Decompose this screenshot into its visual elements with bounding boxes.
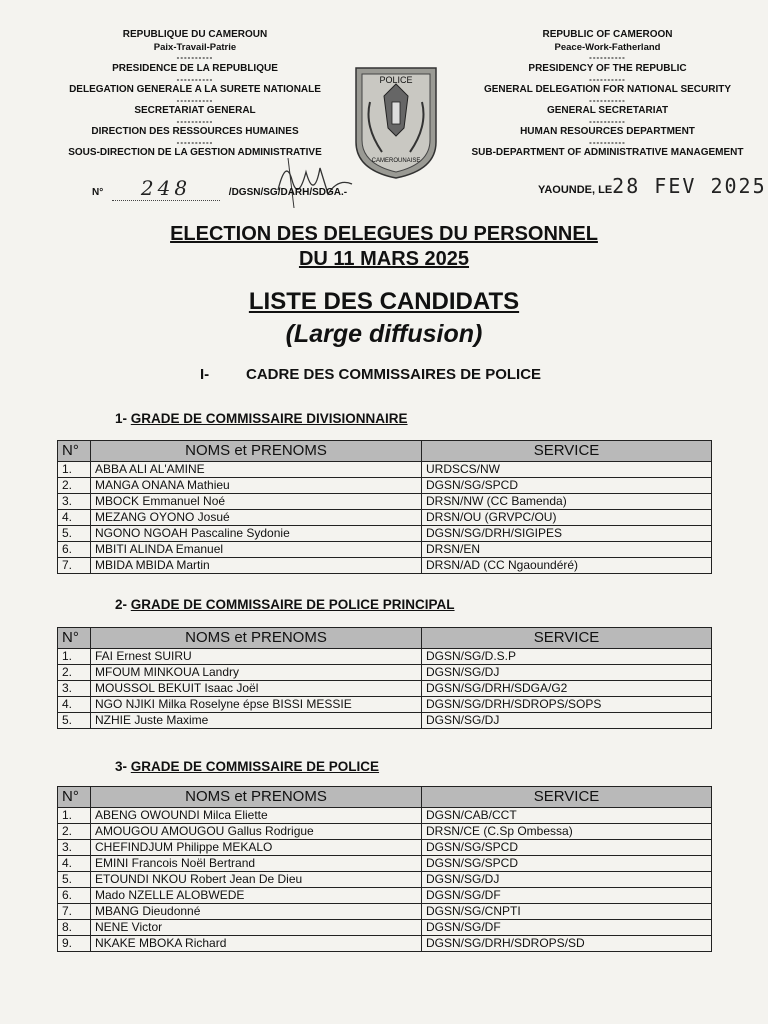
cell-name: MOUSSOL BEKUIT Isaac Joël — [91, 681, 422, 697]
seal-bottom-text: CAMEROUNAISE — [371, 158, 421, 164]
table-row — [58, 920, 712, 936]
header-line: GENERAL SECRETARIAT — [546, 104, 669, 116]
motto-fr: Paix-Travail-Patrie — [153, 42, 237, 53]
table-row — [58, 558, 712, 574]
cell-num: 4. — [58, 697, 91, 713]
separator: ---------- — [589, 138, 626, 148]
cell-service: DGSN/SG/DJ — [422, 713, 712, 729]
cell-num: 1. — [58, 808, 91, 824]
cell-num: 1. — [58, 462, 91, 478]
title-line-2: DU 11 MARS 2025 — [298, 248, 470, 270]
cell-num: 9. — [58, 936, 91, 952]
separator: ---------- — [176, 116, 214, 126]
grade-label: GRADE DE COMMISSAIRE DE POLICE PRINCIPAL — [130, 597, 455, 612]
table-row — [58, 494, 712, 510]
cell-service: DRSN/EN — [422, 542, 712, 558]
section-label: CADRE DES COMMISSAIRES DE POLICE — [246, 366, 542, 383]
col-header-num: N° — [58, 787, 91, 808]
separator: ---------- — [589, 74, 626, 84]
header-line: HUMAN RESOURCES DEPARTMENT — [520, 126, 695, 138]
section-roman: I- — [200, 366, 210, 383]
candidates-table-grade-3 — [57, 786, 712, 952]
cell-num: 3. — [58, 494, 91, 510]
cell-name: MFOUM MINKOUA Landry — [91, 665, 422, 681]
country-fr: REPUBLIQUE DU CAMEROUN — [122, 29, 268, 40]
cell-num: 3. — [58, 840, 91, 856]
section-heading — [200, 366, 541, 383]
cell-num: 8. — [58, 920, 91, 936]
list-title: LISTE DES CANDIDATS — [248, 288, 520, 315]
col-header-num: N° — [58, 628, 91, 649]
cell-name: NENE Victor — [91, 920, 422, 936]
cell-name: MBOCK Emmanuel Noé — [91, 494, 422, 510]
table-row — [58, 542, 712, 558]
cell-service: DGSN/SG/DRH/SDROPS/SOPS — [422, 697, 712, 713]
table-row — [58, 510, 712, 526]
cell-num: 2. — [58, 824, 91, 840]
cell-name: MBIDA MBIDA Martin — [91, 558, 422, 574]
table-row — [58, 665, 712, 681]
cell-name: ABENG OWOUNDI Milca Eliette — [91, 808, 422, 824]
header-line: DIRECTION DES RESSOURCES HUMAINES — [91, 126, 299, 138]
cell-name: AMOUGOU AMOUGOU Gallus Rodrigue — [91, 824, 422, 840]
col-header-name: NOMS et PRENOMS — [91, 441, 422, 462]
table-row — [58, 936, 712, 952]
cell-service: DGSN/SG/DRH/SDGA/G2 — [422, 681, 712, 697]
grade-index: 3- — [115, 759, 128, 774]
separator: ---------- — [176, 138, 214, 148]
reference-handwritten-number: 248 — [112, 176, 220, 201]
cell-name: EMINI Francois Noël Bertrand — [91, 856, 422, 872]
cell-service: DGSN/SG/DRH/SDROPS/SD — [422, 936, 712, 952]
col-header-service: SERVICE — [422, 441, 712, 462]
table-header-row — [58, 628, 712, 649]
cell-num: 5. — [58, 526, 91, 542]
grade-heading-2 — [115, 597, 455, 612]
table-row — [58, 462, 712, 478]
col-header-num: N° — [58, 441, 91, 462]
candidates-table-grade-2 — [57, 627, 712, 729]
seal-top-text: POLICE — [379, 75, 413, 85]
table-row — [58, 649, 712, 665]
separator: ---------- — [589, 53, 626, 63]
col-header-service: SERVICE — [422, 628, 712, 649]
cell-num: 6. — [58, 542, 91, 558]
cell-num: 4. — [58, 856, 91, 872]
cell-service: DGSN/SG/DF — [422, 920, 712, 936]
cell-num: 1. — [58, 649, 91, 665]
cell-num: 5. — [58, 872, 91, 888]
motto-en: Peace-Work-Fatherland — [554, 42, 661, 53]
cell-name: MBANG Dieudonné — [91, 904, 422, 920]
cell-service: DRSN/CE (C.Sp Ombessa) — [422, 824, 712, 840]
grade-heading-1 — [115, 411, 408, 426]
cell-name: FAI Ernest SUIRU — [91, 649, 422, 665]
table-row — [58, 526, 712, 542]
cell-num: 2. — [58, 665, 91, 681]
separator: ---------- — [589, 95, 626, 105]
cell-service: DGSN/SG/DJ — [422, 665, 712, 681]
header-line: PRESIDENCY OF THE REPUBLIC — [528, 62, 687, 74]
reference-suffix: /DGSN/SG/DARH/SDGA.- — [228, 187, 348, 198]
cell-service: DRSN/AD (CC Ngaoundéré) — [422, 558, 712, 574]
cell-name: ABBA ALI AL'AMINE — [91, 462, 422, 478]
table-row — [58, 681, 712, 697]
grade-index: 1- — [115, 411, 128, 426]
table-row — [58, 904, 712, 920]
cell-name: MBITI ALINDA Emanuel — [91, 542, 422, 558]
date-label: YAOUNDE, LE — [538, 184, 613, 196]
list-subtitle: (Large diffusion) — [285, 320, 483, 348]
table-row — [58, 824, 712, 840]
title-line-1: ELECTION DES DELEGUES DU PERSONNEL — [170, 223, 598, 245]
table-row — [58, 808, 712, 824]
cell-num: 2. — [58, 478, 91, 494]
cell-service: DGSN/SG/DJ — [422, 872, 712, 888]
reference-number — [92, 176, 347, 201]
table-header-row — [58, 441, 712, 462]
header-line: SUB-DEPARTMENT OF ADMINISTRATIVE MANAGEMENT — [471, 147, 744, 159]
table-row — [58, 856, 712, 872]
cell-service: DGSN/SG/DRH/SIGIPES — [422, 526, 712, 542]
cell-service: DRSN/NW (CC Bamenda) — [422, 494, 712, 510]
separator: ---------- — [176, 74, 214, 84]
cell-service: DGSN/CAB/CCT — [422, 808, 712, 824]
col-header-name: NOMS et PRENOMS — [91, 628, 422, 649]
grade-index: 2- — [115, 597, 128, 612]
grade-label: GRADE DE COMMISSAIRE DE POLICE — [130, 759, 380, 774]
separator: ---------- — [589, 116, 626, 126]
cell-name: NKAKE MBOKA Richard — [91, 936, 422, 952]
header-line: PRESIDENCE DE LA REPUBLIQUE — [112, 62, 278, 74]
cell-name: NZHIE Juste Maxime — [91, 713, 422, 729]
table-header-row — [58, 787, 712, 808]
col-header-name: NOMS et PRENOMS — [91, 787, 422, 808]
table-row — [58, 872, 712, 888]
cell-num: 7. — [58, 558, 91, 574]
grade-heading-3 — [115, 759, 379, 774]
cell-name: CHEFINDJUM Philippe MEKALO — [91, 840, 422, 856]
reference-prefix: N° — [92, 187, 104, 198]
table-row — [58, 888, 712, 904]
election-title — [0, 222, 768, 272]
table-row — [58, 840, 712, 856]
cell-num: 6. — [58, 888, 91, 904]
cell-name: NGO NJIKI Milka Roselyne épse BISSI MESSIE — [91, 697, 422, 713]
cell-num: 4. — [58, 510, 91, 526]
header-line: SOUS-DIRECTION DE LA GESTION ADMINISTRATIVE — [68, 147, 322, 159]
separator: ---------- — [176, 95, 214, 105]
separator: ---------- — [176, 53, 214, 63]
date-line — [538, 174, 767, 198]
table-row — [58, 478, 712, 494]
candidates-table-grade-1 — [57, 440, 712, 574]
cell-name: ETOUNDI NKOU Robert Jean De Dieu — [91, 872, 422, 888]
cell-num: 3. — [58, 681, 91, 697]
col-header-service: SERVICE — [422, 787, 712, 808]
cell-num: 7. — [58, 904, 91, 920]
cell-service: DRSN/OU (GRVPC/OU) — [422, 510, 712, 526]
date-stamp: 28 FEV 2025 — [612, 174, 767, 198]
table-row — [58, 713, 712, 729]
header-right — [455, 28, 760, 160]
cell-service: DGSN/SG/CNPTI — [422, 904, 712, 920]
header-left — [55, 28, 335, 160]
header-line: SECRETARIAT GENERAL — [134, 104, 256, 116]
cell-service: URDSCS/NW — [422, 462, 712, 478]
cell-name: MANGA ONANA Mathieu — [91, 478, 422, 494]
cell-service: DGSN/SG/SPCD — [422, 478, 712, 494]
cell-service: DGSN/SG/D.S.P — [422, 649, 712, 665]
table-row — [58, 697, 712, 713]
cell-service: DGSN/SG/SPCD — [422, 856, 712, 872]
header-line: DELEGATION GENERALE A LA SURETE NATIONALE — [69, 83, 321, 95]
grade-label: GRADE DE COMMISSAIRE DIVISIONNAIRE — [130, 411, 408, 426]
cell-name: NGONO NGOAH Pascaline Sydonie — [91, 526, 422, 542]
cell-num: 5. — [58, 713, 91, 729]
cell-name: MEZANG OYONO Josué — [91, 510, 422, 526]
cell-name: Mado NZELLE ALOBWEDE — [91, 888, 422, 904]
cell-service: DGSN/SG/DF — [422, 888, 712, 904]
country-en: REPUBLIC OF CAMEROON — [542, 29, 673, 40]
header-line: GENERAL DELEGATION FOR NATIONAL SECURITY — [483, 83, 732, 95]
cell-service: DGSN/SG/SPCD — [422, 840, 712, 856]
